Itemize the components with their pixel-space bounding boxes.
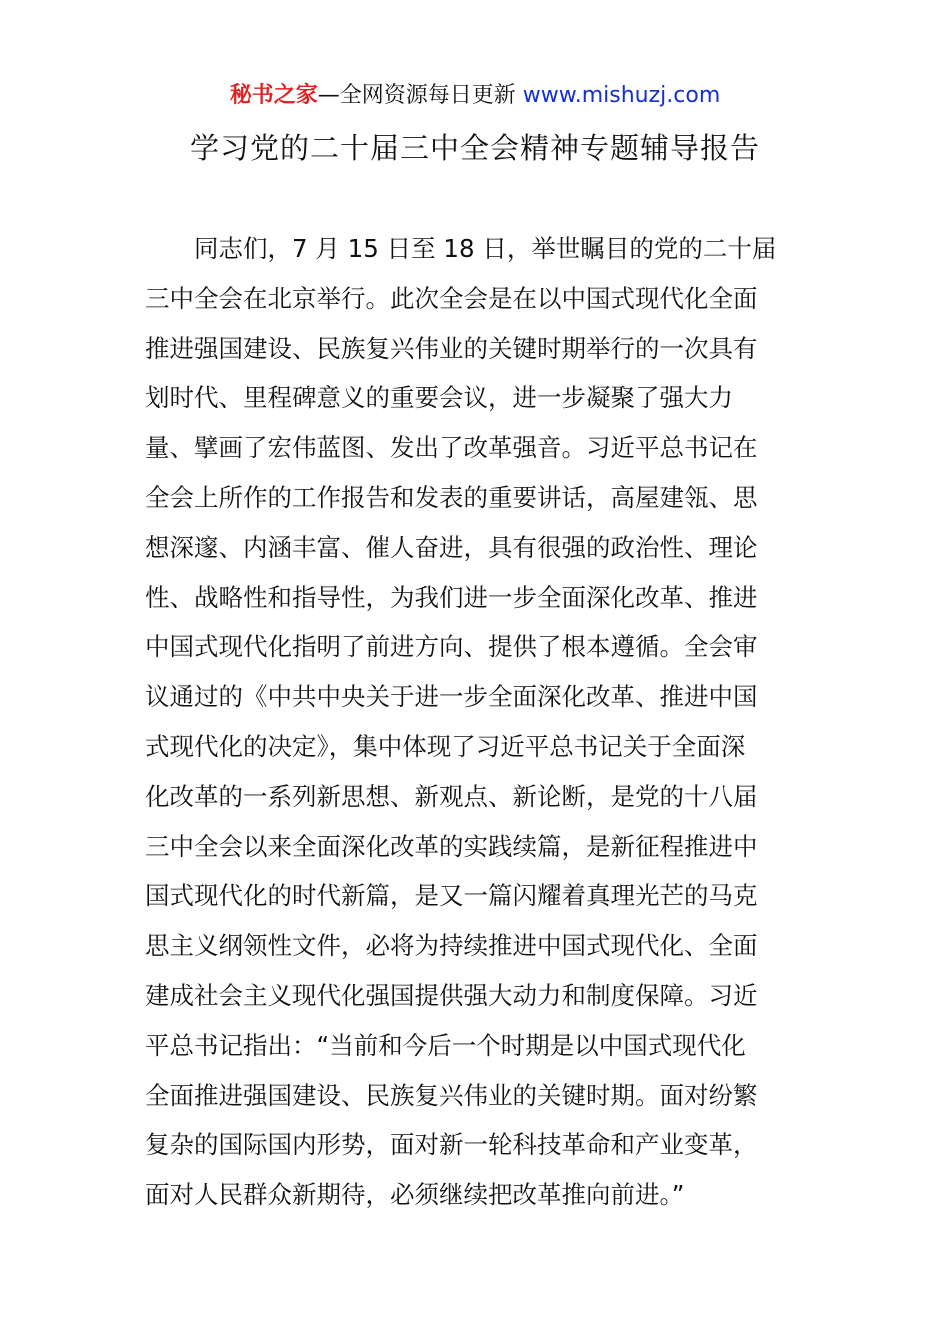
text-line: 性、战略性和指导性，为我们进一步全面深化改革、推进 (145, 582, 758, 612)
text-line: 国式现代化的时代新篇，是又一篇闪耀着真理光芒的马克 (145, 881, 758, 911)
text-line: 中国式现代化指明了前进方向、提供了根本遵循。全会审 (145, 632, 758, 662)
text-line: 面对人民群众新期待，必须继续把改革推向前进。” (145, 1180, 685, 1210)
text-line: 式现代化的决定》，集中体现了习近平总书记关于全面深 (145, 731, 746, 761)
text-line: 全会上所作的工作报告和发表的重要讲话，高屋建瓴、思 (145, 482, 758, 512)
text-line: 同志们，7 月 15 日至 18 日，举世瞩目的党的二十届 (145, 234, 777, 263)
text-line: 议通过的《中共中央关于进一步全面深化改革、推进中国 (145, 682, 758, 712)
site-url-link[interactable]: www.mishuzj.com (522, 83, 721, 108)
text-line: 量、擘画了宏伟蓝图、发出了改革强音。习近平总书记在 (145, 433, 758, 463)
text-line: 化改革的一系列新思想、新观点、新论断，是党的十八届 (145, 781, 758, 811)
text-line: 平总书记指出：“当前和今后一个时期是以中国式现代化 (145, 1030, 746, 1060)
text-line: 建成社会主义现代化强国提供强大动力和制度保障。习近 (145, 980, 758, 1010)
brand-name: 秘书之家 (229, 83, 318, 108)
text-line: 三中全会在北京举行。此次全会是在以中国式现代化全面 (145, 283, 758, 313)
text-line: 三中全会以来全面深化改革的实践续篇，是新征程推进中 (145, 831, 758, 861)
document-title: 学习党的二十届三中全会精神专题辅导报告 (189, 131, 760, 165)
text-line: 思主义纲领性文件，必将为持续推进中国式现代化、全面 (145, 931, 758, 961)
text-line: 复杂的国际国内形势，面对新一轮科技革命和产业变革， (145, 1130, 758, 1160)
text-line: 全面推进强国建设、民族复兴伟业的关键时期。面对纷繁 (145, 1080, 758, 1110)
text-line: 推进强国建设、民族复兴伟业的关键时期举行的一次具有 (145, 333, 758, 363)
site-header (0, 78, 950, 114)
text-line: 划时代、里程碑意义的重要会议，进一步凝聚了强大力 (145, 383, 733, 413)
text-line: 想深邃、内涵丰富、催人奋进，具有很强的政治性、理论 (145, 532, 758, 562)
site-tagline: —全网资源每日更新 (317, 83, 523, 108)
body-paragraph (145, 224, 810, 1220)
